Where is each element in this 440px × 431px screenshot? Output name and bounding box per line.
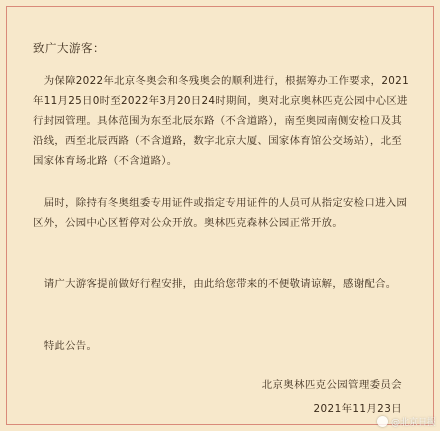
watermark [377,415,436,428]
notice-paragraph: 请广大游客提前做好行程安排，由此给您带来的不便敬请谅解，感谢配合。 [33,278,397,290]
notice-signature: 北京奥林匹克公园管理委员会 [261,379,402,391]
notice-paragraph: 特此公告。 [33,340,98,352]
notice-greeting: 致广大游客： [33,41,105,55]
watermark-text: @北京日报 [390,418,436,428]
notice-paragraph: 为保障2022年北京冬奥会和冬残奥会的顺利进行，根据筹办工作要求，2021年11月25日0时至2022年3月20日24时期间，奥对北京奥林匹克公园中心区进行封园管理。具体范围为东至北辰东路（不含道路），南至奥园南侧安检口及其沿线，西至北辰西路（不含道路，数字北京大厦、国家体育馆公交场站），北至国家体育场北路（不含道路）。 [33,75,410,167]
notice-date: 2021年11月23日 [313,403,402,415]
notice-paragraph: 届时，除持有冬奥组委专用证件或指定专用证件的人员可从指定安检口进入园区外，公园中心区暂停对公众开放。奥林匹克森林公园正常开放。 [33,197,408,229]
weibo-icon [377,416,388,427]
